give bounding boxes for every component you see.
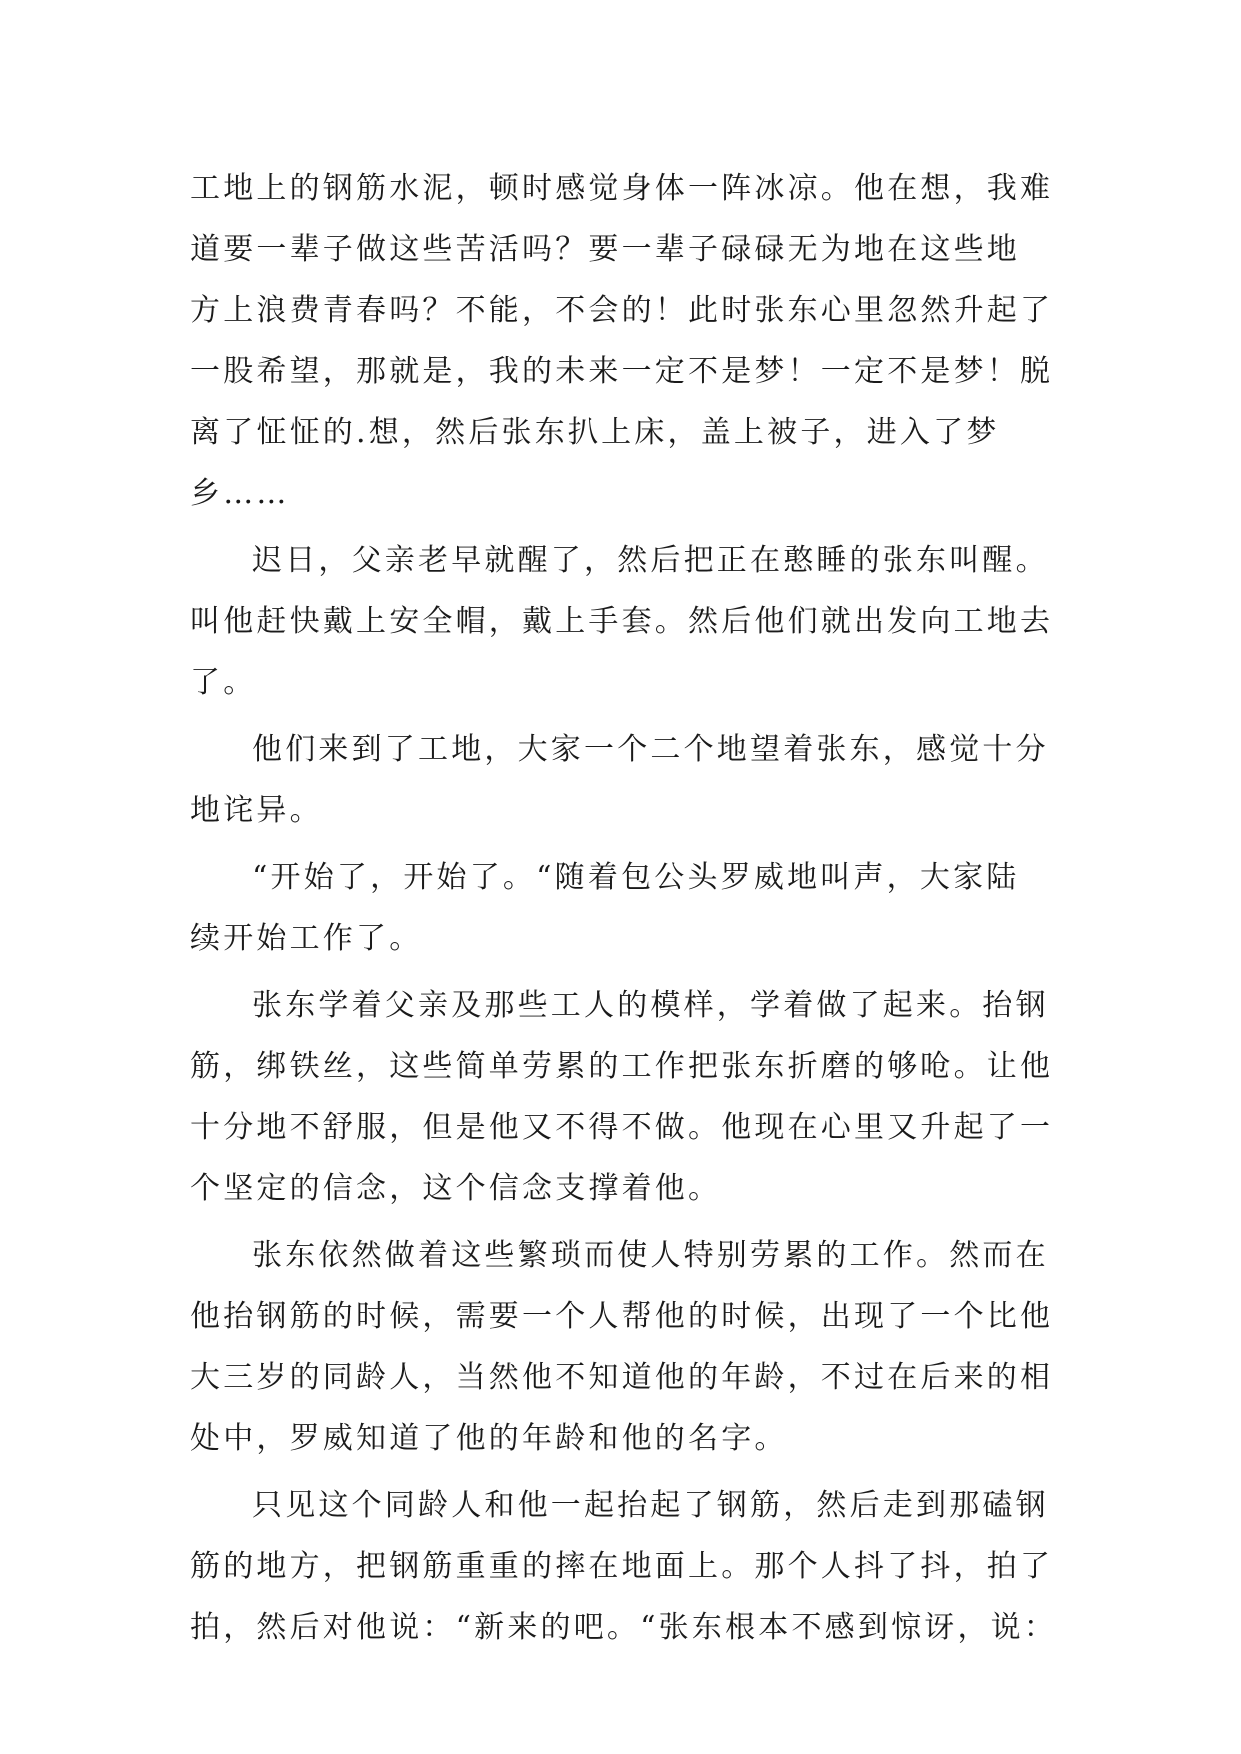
paragraph-7 bbox=[190, 1475, 1070, 1658]
text-line: 只见这个同龄人和他一起抬起了钢筋，然后走到那磕钢 bbox=[252, 1488, 1049, 1523]
text-line: 筋的地方，把钢筋重重的摔在地面上。那个人抖了抖，拍了 bbox=[190, 1549, 1054, 1584]
text-line: 处中，罗威知道了他的年龄和他的名字。 bbox=[190, 1421, 788, 1456]
text-line: 大三岁的同龄人，当然他不知道他的年龄，不过在后来的相 bbox=[190, 1360, 1054, 1395]
text-line: 叫他赶快戴上安全帽，戴上手套。然后他们就出发向工地去 bbox=[190, 604, 1054, 639]
text-line: 续开始工作了。 bbox=[190, 921, 423, 956]
paragraph-2 bbox=[190, 530, 1070, 713]
text-line: 乡…… bbox=[190, 476, 290, 511]
text-line: 十分地不舒服，但是他又不得不做。他现在心里又升起了一 bbox=[190, 1110, 1054, 1145]
paragraph-1 bbox=[190, 158, 1070, 524]
text-line: 迟日，父亲老早就醒了，然后把正在憨睡的张东叫醒。 bbox=[252, 543, 1049, 578]
text-line: 他们来到了工地，大家一个二个地望着张东，感觉十分 bbox=[252, 732, 1049, 767]
text-line: 拍，然后对他说：“新来的吧。“张东根本不感到惊讶，说： bbox=[190, 1610, 1058, 1645]
text-line: 离了怔怔的.想，然后张东扒上床，盖上被子，进入了梦 bbox=[190, 415, 1000, 450]
document-body bbox=[190, 158, 1070, 1658]
text-line: 筋，绑铁丝，这些简单劳累的工作把张东折磨的够呛。让他 bbox=[190, 1049, 1054, 1084]
text-line: 他抬钢筋的时候，需要一个人帮他的时候，出现了一个比他 bbox=[190, 1299, 1054, 1334]
paragraph-5 bbox=[190, 975, 1070, 1219]
text-line: 工地上的钢筋水泥，顿时感觉身体一阵冰凉。他在想，我难 bbox=[190, 171, 1054, 206]
paragraph-6 bbox=[190, 1225, 1070, 1469]
text-line: 了。 bbox=[190, 665, 257, 700]
text-line: 方上浪费青春吗？不能，不会的！此时张东心里忽然升起了 bbox=[190, 293, 1054, 328]
text-line: 张东依然做着这些繁琐而使人特别劳累的工作。然而在 bbox=[252, 1238, 1049, 1273]
text-line: 道要一辈子做这些苦活吗？要一辈子碌碌无为地在这些地 bbox=[190, 232, 1020, 267]
text-line: 个坚定的信念，这个信念支撑着他。 bbox=[190, 1171, 722, 1206]
paragraph-3 bbox=[190, 719, 1070, 841]
text-line: 张东学着父亲及那些工人的模样，学着做了起来。抬钢 bbox=[252, 988, 1049, 1023]
paragraph-4 bbox=[190, 847, 1070, 969]
text-line: 地诧异。 bbox=[190, 793, 323, 828]
text-line: 一股希望，那就是，我的未来一定不是梦！一定不是梦！脱 bbox=[190, 354, 1054, 389]
text-line: “开始了，开始了。“随着包公头罗威地叫声，大家陆 bbox=[252, 860, 1020, 895]
